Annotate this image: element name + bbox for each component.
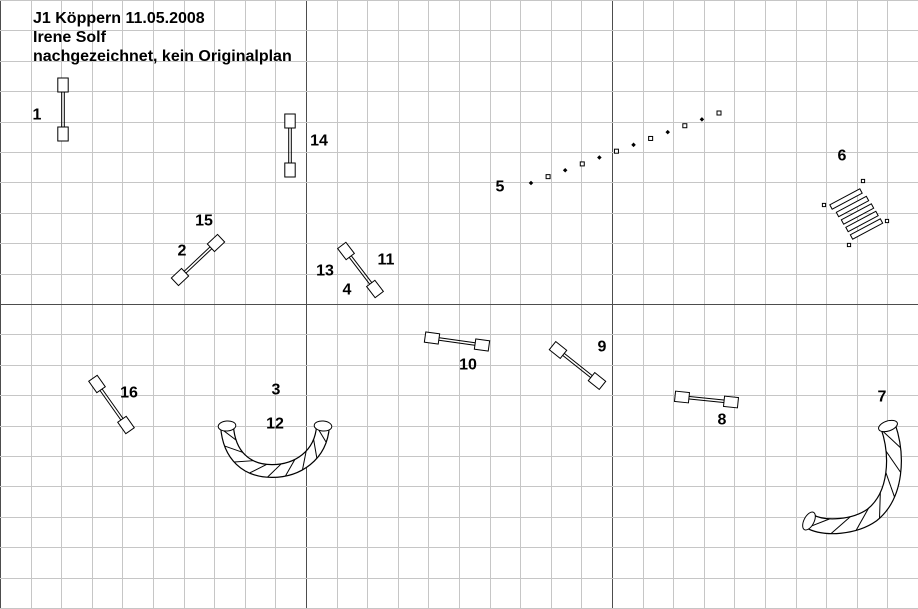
jump-wing — [675, 391, 690, 403]
long-jump-corner-pole — [847, 243, 850, 246]
jump-wing — [474, 339, 489, 351]
long-jump-corner-pole — [822, 203, 825, 206]
plan-note: nachgezeichnet, kein Originalplan — [33, 48, 292, 65]
obstacle-number-label: 12 — [266, 415, 284, 433]
jump-wing — [285, 163, 295, 177]
long-jump-corner-pole — [861, 179, 864, 182]
obstacle-number-label: 9 — [597, 338, 607, 356]
obstacle-number-label: 2 — [177, 242, 187, 260]
obstacle-number-label: 14 — [310, 132, 328, 150]
weave-pole-dot — [683, 124, 687, 128]
jump-wing — [285, 114, 295, 128]
obstacle-number-label: 8 — [717, 411, 727, 429]
weave-pole-dot — [614, 149, 618, 153]
obstacle-number-label: 6 — [837, 147, 847, 165]
obstacle-number-label: 1 — [32, 106, 42, 124]
jump-wing — [58, 78, 68, 92]
jump-wing — [58, 127, 68, 141]
weave-pole-dot — [546, 175, 550, 179]
obstacle-number-label: 7 — [877, 388, 887, 406]
obstacle-number-label: 16 — [120, 384, 138, 402]
obstacle-number-label: 5 — [495, 178, 505, 196]
weave-pole-dot — [580, 162, 584, 166]
obstacle-number-label: 4 — [342, 281, 352, 299]
obstacle-number-label: 15 — [195, 212, 213, 230]
plan-title: J1 Köppern 11.05.2008 — [33, 10, 205, 27]
weave-pole-dot — [717, 111, 721, 115]
obstacle-number-label: 13 — [316, 262, 334, 280]
obstacle-number-label: 3 — [271, 381, 281, 399]
plan-author: Irene Solf — [33, 29, 106, 46]
jump-wing — [424, 332, 439, 344]
jump-wing — [724, 396, 739, 408]
long-jump-corner-pole — [885, 219, 888, 222]
obstacle-number-label: 10 — [459, 356, 477, 374]
obstacle-number-label: 11 — [377, 251, 395, 269]
weave-pole-dot — [649, 136, 653, 140]
